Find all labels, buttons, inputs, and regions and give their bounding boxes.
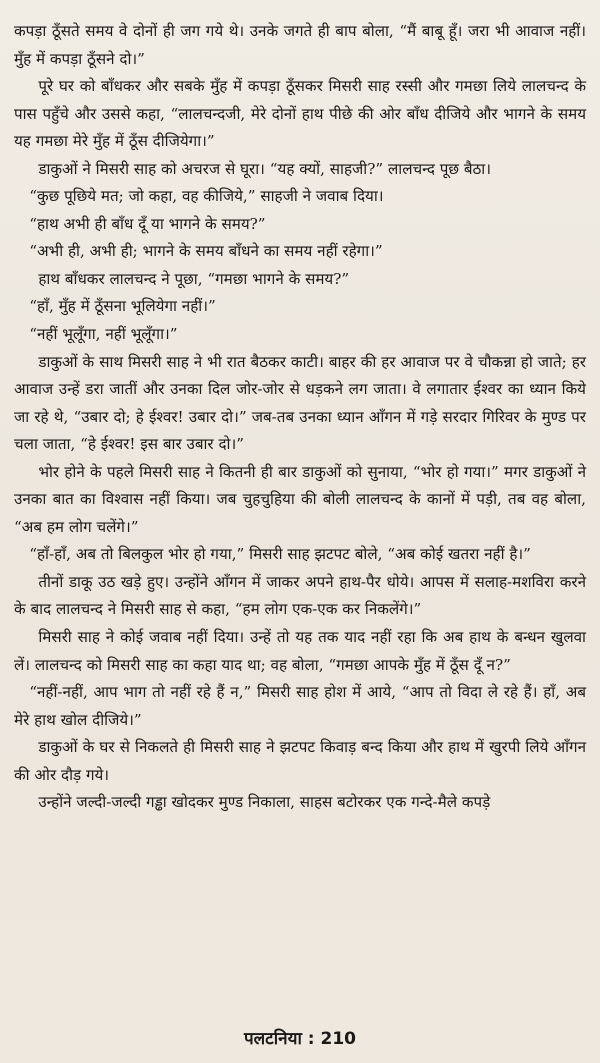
dialogue-line: “अभी ही, अभी ही; भागने के समय बाँधने का समय नहीं रहेगा।” [29,242,383,261]
paragraph: पूरे घर को बाँधकर और सबके मुँह में कपड़ा ठूँसकर मिसरी साह रस्सी और गमछा लिये लालचन्द के पास पहुँचे और उससे कहा, “लालचन्दजी, मेरे दोनों हाथ पीछे की ओर बाँध दीजिये और भागने के समय यह गमछा मेरे मुँह में ठूँस दीजियेगा।” [14,77,586,151]
dialogue-line: “नहीं भूलूँगा, नहीं भूलूँगा।” [29,325,178,344]
paragraph: उन्होंने जल्दी-जल्दी गड्ढा खोदकर मुण्ड निकाला, साहस बटोरकर एक गन्दे-मैले कपड़े [38,793,491,812]
dialogue-line: “कुछ पूछिये मत; जो कहा, वह कीजिये,” साहजी ने जवाब दिया। [29,187,384,206]
paragraph: डाकुओं के घर से निकलते ही मिसरी साह ने झटपट किवाड़ बन्द किया और हाथ में खुरपी लिये आँगन की ओर दौड़ गये। [14,738,586,784]
paragraph: मिसरी साह ने कोई जवाब नहीं दिया। उन्हें तो यह तक याद नहीं रहा कि अब हाथ के बन्धन खुलवा लें। लालचन्द को मिसरी साह का कहा याद था; वह बोला, “गमछा आपके मुँह में ठूँस दूँ न?” [14,628,586,674]
page-footer: पलटनिया : 210 [244,1029,356,1049]
paragraph: भोर होने के पहले मिसरी साह ने कितनी ही बार डाकुओं को सुनाया, “भोर हो गया।” मगर डाकुओं ने उनका बात का विश्वास नहीं किया। जब चुहचुहिया की बोली लालचन्द के कानों में पड़ी, तब वह बोला, “अब हम लोग चलेंगे।” [14,462,586,536]
dialogue-line: “हाँ-हाँ, अब तो बिलकुल भोर हो गया,” मिसरी साह झटपट बोले, “अब कोई खतरा नहीं है।” [29,545,531,564]
paragraph: तीनों डाकू उठ खड़े हुए। उन्होंने आँगन में जाकर अपने हाथ-पैर धोये। आपस में सलाह-मशविरा करने के बाद लालचन्द ने मिसरी साह से कहा, “हम लोग एक-एक कर निकलेंगे।” [14,572,586,619]
dialogue-line: “नहीं-नहीं, आप भाग तो नहीं रहे हैं न,” मिसरी साह होश में आये, “आप तो विदा ले रहे हैं। हाँ, अब मेरे हाथ खोल दीजिये।” [14,683,586,729]
paragraph: कपड़ा ठूँसते समय वे दोनों ही जग गये थे। उनके जगते ही बाप बोला, “मैं बाबू हूँ। जरा भी आवाज नहीं। मुँह में कपड़ा ठूँसने दो।” [14,22,586,68]
paragraph: डाकुओं के साथ मिसरी साह ने भी रात बैठकर काटी। बाहर की हर आवाज पर वे चौकन्ना हो जाते; हर आवाज उन्हें डरा जातीं और उनका दिल जोर-जोर से धड़कने लग जाता। वे लगातार ईश्वर का ध्यान किये जा रहे थे, “उबार दो; हे ईश्वर! उबार दो।” जब-तब उनका ध्यान आँगन में गड़े सरदार गिरिवर के मुण्ड पर चला जाता, “हे ईश्वर! इस बार उबार दो।” [14,352,586,454]
paragraph: डाकुओं ने मिसरी साह को अचरज से घूरा। “यह क्यों, साहजी?” लालचन्द पूछ बैठा। [38,159,492,178]
dialogue-line: “हाथ अभी ही बाँध दूँ या भागने के समय?” [29,214,266,233]
paragraph: हाथ बाँधकर लालचन्द ने पूछा, “गमछा भागने के समय?” [38,269,350,288]
dialogue-line: “हाँ, मुँह में ठूँसना भूलियेगा नहीं।” [29,297,216,316]
page-body-text [14,18,586,817]
